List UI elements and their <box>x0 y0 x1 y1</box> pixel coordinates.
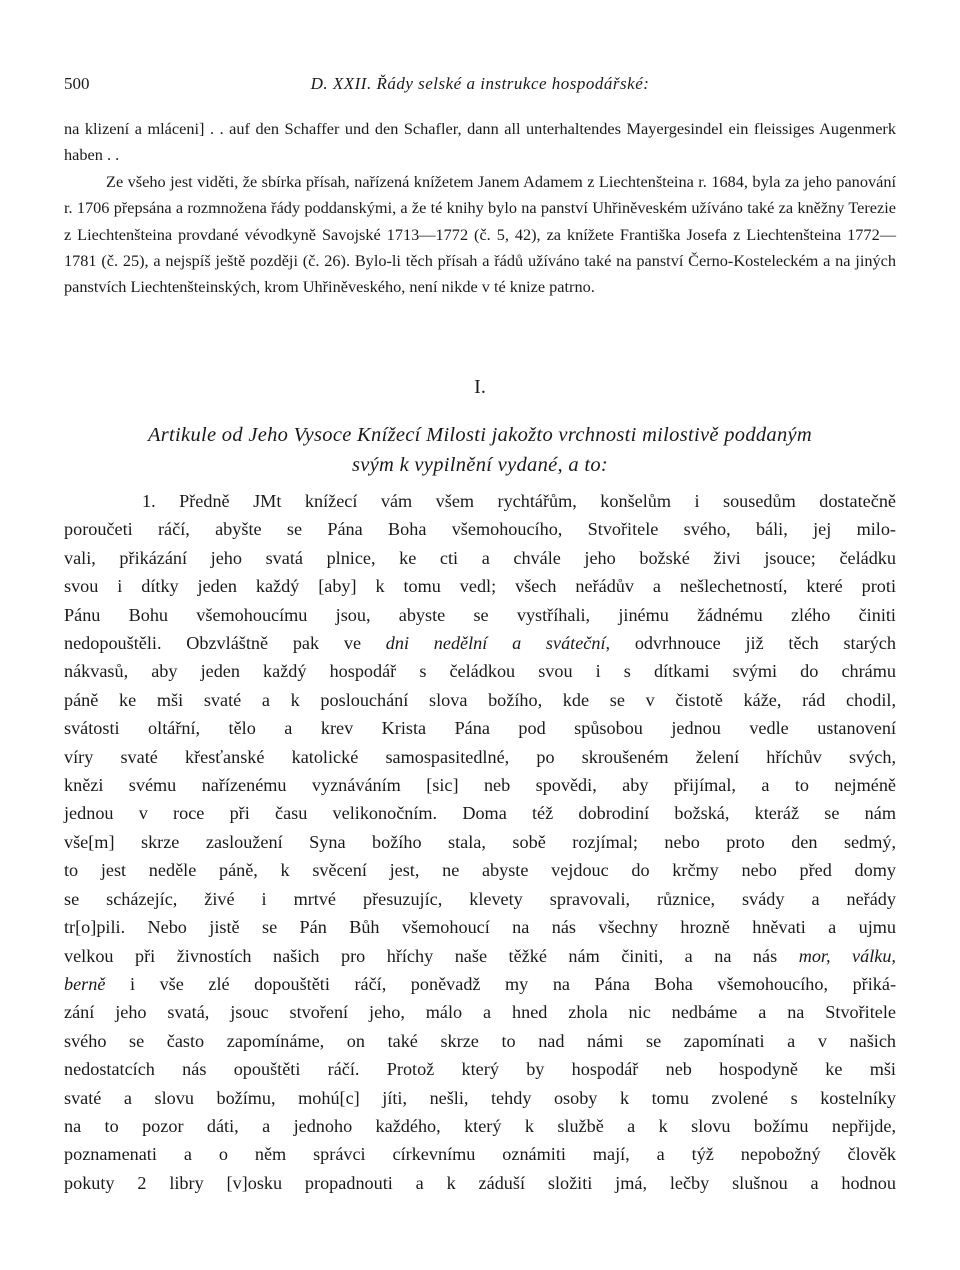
body-line: nákvasů, aby jeden každý hospodář s čeládkou svou i s dítkami svými do chrámu <box>64 661 896 682</box>
body-line: svátosti oltářní, tělo a krev Krista Pána pod spůsobou jednou vedle ustanovení <box>64 718 896 739</box>
body-line: Pánu Bohu všemohoucímu jsou, abyste se vystříhali, jinému žádnému zlého činiti <box>64 604 896 625</box>
intro-text <box>64 116 896 301</box>
section-title-line: Artikule od Jeho Vysoce Knížecí Milosti jakožto vrchnosti milostivě poddaným <box>147 424 813 446</box>
intro-paragraph: Ze všeho jest viděti, že sbírka přísah, nařízená knížetem Janem Adamem z Liechtenšteina r. 1684, byla za jeho panování r. 1706 přepsána a rozmnožena řády poddanskými, a že té knihy bylo na panství Uhřiněveském užíváno také za kněžny Terezie z Liechtenšteina provdané vévodkyně Savojské 1713—1772 (č. 5, 42), za knížete Františka Josefa z Liechtenšteina 1772—1781 (č. 25), a nejspíš ještě později (č. 26). Bylo-li těch přísah a řádů užíváno také na panství Černo-Kosteleckém a na jiných panstvích Liechtenšteinských, krom Uhřiněveského, není nikde v té knize patrno. <box>64 171 896 297</box>
page-number: 500 <box>64 74 90 93</box>
emphasis-tax: berně <box>64 973 106 994</box>
body-line: vše[m] skrze zasloužení Syna božího stala, sobě rozjímal; nebo proto den sedmý, <box>64 831 896 852</box>
body-line: vali, přikázání jeho svatá plnice, ke cti a chvále jeho božské živi jsouce; čeládku <box>64 547 896 568</box>
section-title-line: svým k vypilnění vydané, a to: <box>351 454 609 476</box>
emphasis-plague: mor, válku, <box>798 945 896 966</box>
emphasis-days: dni nedělní a sváteční, <box>385 633 611 654</box>
body-line: poznamenati a o něm správci církevnímu oznámiti mají, a týž nepobožný člověk <box>64 1144 896 1165</box>
section-number: I. <box>474 376 486 398</box>
body-line: pokuty 2 libry [v]osku propadnouti a k záduší složiti jmá, lečby slušnou a hodnou <box>64 1172 896 1193</box>
body-line-end: odvrhnouce již těch starých <box>610 633 896 654</box>
intro-paragraph: na klizení a mláceni] . . auf den Schaffer und den Schafler, dann all unterhaltendes Mayergesindel ein fleissiges Augenmerk haben . . <box>64 119 896 165</box>
body-line: páně ke mši svaté a k poslouchání slova božího, kde se v čistotě káže, rád chodil, <box>64 689 896 710</box>
body-line-end: i vše zlé dopouštěti ráčí, poněvadž my na Pána Boha všemohoucího, přiká- <box>105 973 896 994</box>
body-line <box>64 629 896 657</box>
body-line: poroučeti ráčí, abyšte se Pána Boha všemohoucího, Stvořitele svého, báli, jej milo- <box>64 519 896 540</box>
body-line: svou i dítky jeden každý [aby] k tomu vedl; všech neřádův a nešlechetností, které proti <box>64 576 896 597</box>
body-line: jednou v roce při času velikonočním. Doma též dobrodiní božská, kteráž se nám <box>64 803 896 824</box>
body-line: svaté a slovu božímu, mohú[c] jíti, nešli, tehdy osoby k tomu zvolené s kostelníky <box>64 1087 896 1108</box>
running-head: D. XXII. Řády selské a instrukce hospodářské: <box>310 74 650 93</box>
body-line <box>64 970 896 998</box>
section-title <box>64 420 896 480</box>
body-line-start: nedopouštěli. Obzvláštně pak ve <box>64 633 386 654</box>
article-body <box>64 487 896 1197</box>
body-line: svého se často zapomínáme, on také skrze to nad námi se zapomínati a v našich <box>64 1030 896 1051</box>
body-line: 1. Předně JMt knížecí vám všem rychtářům, konšelům i sousedům dostatečně <box>142 491 896 511</box>
body-line: zání jeho svatá, jsouc stvoření jeho, málo a hned zhola nic nedbáme a na Stvořitele <box>64 1002 896 1023</box>
body-line: knězi svému nařízenému vyznáváním [sic] neb spovědi, aby přijímal, a to nejméně <box>64 775 896 796</box>
body-line-start: velkou při živnostích našich pro hříchy naše těžké nám činiti, a na nás <box>64 945 799 966</box>
body-line: tr[o]pili. Nebo jistě se Pán Bůh všemohoucí na nás všechny hrozně hněvati a ujmu <box>64 917 896 938</box>
body-line: na to pozor dáti, a jednoho každého, který k službě a k slovu božímu nepřijde, <box>64 1115 896 1136</box>
body-line: víry svaté křesťanské katolické samospasitedlné, po skroušeném želení hříchův svých, <box>64 746 896 767</box>
body-line: se scházejíc, živé i mrtvé přesuzujíc, klevety spravovali, různice, svády a neřády <box>64 888 896 909</box>
body-line: to jest neděle páně, k svěcení jest, ne abyste vejdouc do krčmy nebo před domy <box>64 860 896 881</box>
document-page <box>64 0 896 1270</box>
body-line: nedostatcích nás opouštěti ráčí. Protož který by hospodář neb hospodyně ke mši <box>64 1059 896 1080</box>
body-line <box>64 942 896 970</box>
page-header <box>64 74 896 98</box>
